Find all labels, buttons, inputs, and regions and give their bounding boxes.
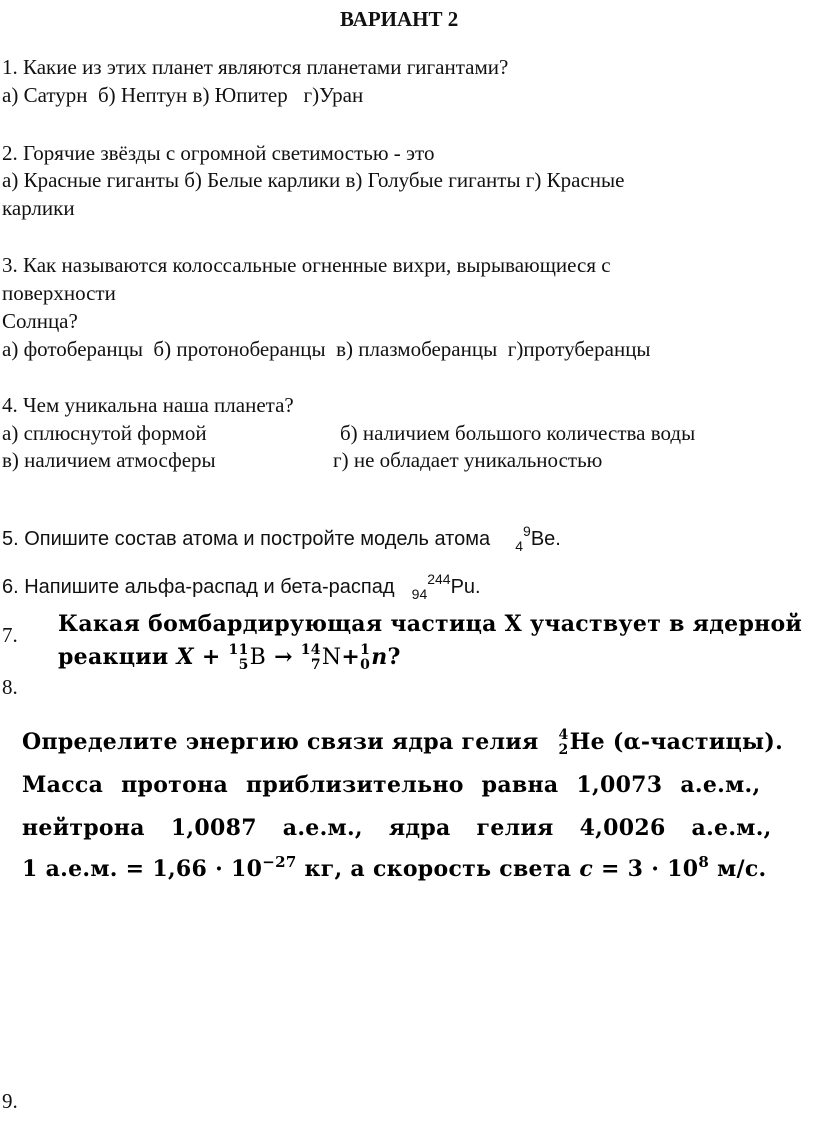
question-8-line-3: нейтрона 1,0087 а.е.м., ядра гелия 4,0026 а.е.м., [22, 815, 772, 841]
question-4-answer-a: а) сплюснутой формой [2, 421, 207, 445]
helium-indices [559, 728, 569, 758]
question-7-reaction [58, 643, 401, 673]
question-6-text: 6. Напишите альфа-распад и бета-распад [2, 576, 395, 598]
formula-part: м/с. [709, 856, 767, 882]
atomic-number: 0 [360, 657, 371, 673]
mass-number: 11 [228, 642, 249, 658]
question-2: 2. Горячие звёзды с огромной светимостью - это [2, 141, 435, 165]
atomic-number: 7 [310, 657, 321, 673]
question-4: 4. Чем уникальна наша планета? [2, 393, 294, 417]
question-8-text: Определите энергию связи ядра гелия [22, 729, 539, 755]
question-5 [2, 523, 561, 554]
question-3-answers: а) фотоберанцы б) протоноберанцы в) плазмоберанцы г)протуберанцы [2, 337, 651, 361]
formula-part: = 3 · 10 [593, 856, 699, 882]
neutron-symbol: n [371, 644, 388, 670]
question-mark: ? [387, 644, 401, 670]
question-9-number: 9. [2, 1089, 18, 1113]
question-8-line-4 [22, 853, 767, 884]
nitrogen-symbol: N [321, 645, 342, 670]
question-8-line-1 [22, 728, 783, 758]
question-4-answer-d: г) не обладает уникальностью [333, 448, 603, 472]
plus-sign: + [341, 644, 361, 670]
mass-number: 1 [360, 642, 371, 658]
question-3: 3. Как называются колоссальные огненные вихри, вырывающиеся с [2, 253, 611, 277]
boron-symbol: B [249, 645, 267, 670]
nuclide-symbol: Be. [530, 528, 561, 550]
nuclide-symbol: Pu. [450, 576, 481, 598]
helium-text: He (α-частицы). [569, 729, 784, 755]
question-4-answer-c: в) наличием атмосферы [2, 448, 216, 472]
question-8-line-2: Масса протона приблизительно равна 1,0073 а.е.м., [22, 772, 761, 798]
nitrogen-indices [301, 643, 321, 673]
question-6 [2, 571, 481, 602]
page-title: ВАРИАНТ 2 [340, 7, 459, 31]
question-4-answer-b: б) наличием большого количества воды [340, 421, 696, 445]
formula-part: 1 а.е.м. = 1,66 · 10 [22, 856, 263, 882]
question-2-answers: а) Красные гиганты б) Белые карлики в) Голубые гиганты г) Красные [2, 168, 625, 192]
exponent: 8 [698, 853, 710, 871]
question-5-text: 5. Опишите состав атома и постройте модель атома [2, 528, 491, 550]
neutron-indices [360, 643, 370, 673]
nuclide-a: 9 [523, 523, 531, 539]
question-7-prefix: реакции [58, 644, 169, 670]
formula-part: кг, а скорость света [296, 856, 572, 882]
question-1: 1. Какие из этих планет являются планетами гигантами? [2, 55, 509, 79]
question-1-answers: а) Сатурн б) Нептун в) Юпитер г)Уран [2, 83, 364, 107]
speed-of-light-symbol: c [579, 856, 594, 882]
question-7-line-1: Какая бомбардирующая частица X участвует в ядерной [58, 611, 803, 637]
question-8-number: 8. [2, 675, 18, 699]
arrow-icon: → [274, 644, 293, 670]
plus-sign: + [201, 644, 221, 670]
question-7-number: 7. [2, 623, 18, 647]
x-variable: X [176, 644, 194, 670]
atomic-number: 2 [558, 742, 569, 758]
mass-number: 14 [300, 642, 321, 658]
nuclide-a: 244 [427, 571, 451, 587]
exponent: −27 [262, 853, 297, 871]
atomic-number: 5 [238, 657, 249, 673]
question-3-cont: поверхности [2, 281, 116, 305]
question-2-answers-cont: карлики [2, 196, 75, 220]
nuclide-z: 94 [411, 586, 428, 602]
nuclide-z: 4 [515, 538, 524, 554]
boron-indices [229, 643, 249, 673]
question-3-cont2: Солнца? [2, 309, 78, 333]
mass-number: 4 [558, 727, 569, 743]
